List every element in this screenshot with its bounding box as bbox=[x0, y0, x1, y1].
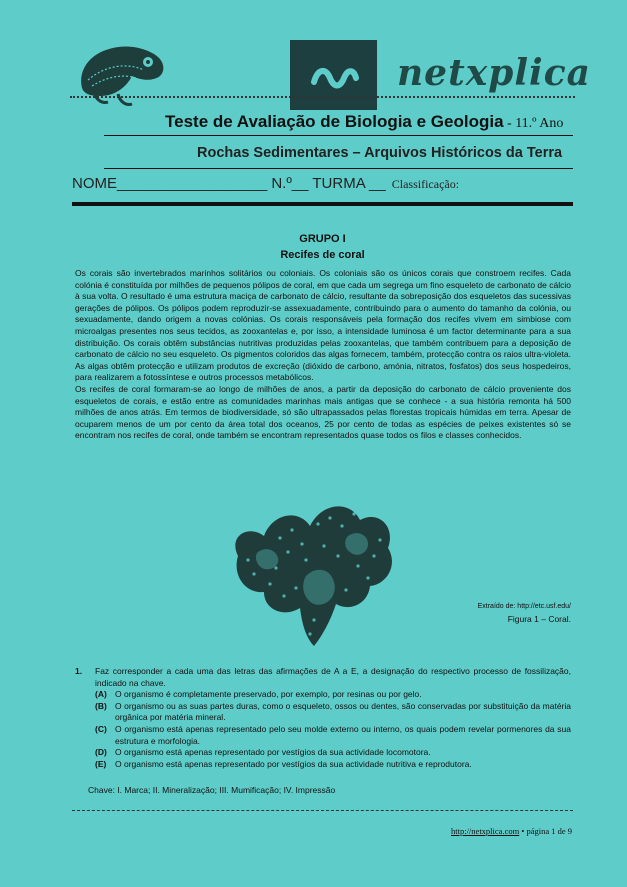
subtitle-rule bbox=[104, 168, 573, 169]
question-number: 1. bbox=[75, 666, 83, 676]
option-letter: (A) bbox=[95, 689, 107, 700]
page-footer bbox=[451, 826, 572, 836]
question-option bbox=[95, 701, 571, 724]
title-rule bbox=[104, 135, 573, 136]
brand-logo-text: netxplica bbox=[397, 52, 591, 94]
option-text: O organismo ou as suas partes duras, como o esqueleto, ossos ou dentes, são conservadas por substituição da matéria orgânica por matéria mineral. bbox=[115, 700, 571, 723]
paragraph: Os corais são invertebrados marinhos solitários ou coloniais. Os coloniais são os únicos corais que constroem recifes. Cada colónia é constituída por milhões de pequenos pólipos de coral, em que cada um segrega um fino esqueleto de carbonato de cálcio à sua volta. O resultado é uma estrutura maciça de carbonato de cálcio, resultante da sobreposição dos esqueletos das sucessivas gerações de pólipos. Os pólipos podem reproduzir-se assexuadamente, contribuindo para o aumento do tamanho da colónia, ou sexuadamente, dando origem a novas colónias. Os corais responsáveis pela formação dos recifes vivem em simbiose com microalgas presentes nos seus tecidos, as zooxantelas e, por isso, a intensidade luminosa é um factor determinante para a sua distribuição. Os corais obtêm substâncias nutritivas produzidas pelas zooxantelas, que também contribuem para a deposição de carbonato de cálcio no seu esqueleto. Os pigmentos coloridos das algas fornecem, também, protecção contra os raios ultra-violeta. As algas obtêm protecção e utilizam produtos de excreção (dióxido de carbono, amónia, nitratos, fosfatos) dos seus hospedeiros, para realizarem a fotossíntese e outros processos metabólicos. bbox=[75, 268, 571, 383]
question-option bbox=[95, 689, 571, 701]
paragraph: Os recifes de coral formaram-se ao longo de milhões de anos, a partir da deposição do carbonato de cálcio proveniente dos esqueletos de corais, e estão entre as comunidades marinhas mais antigas que se conhece - a sua história remonta há 500 milhões de anos atrás. Em termos de biodiversidade, só são ultrapassados pelas florestas tropicais húmidas em terra. Apesar de ocuparem menos de um por cento da área total dos oceanos, 25 por cento de todas as espécies de peixes existentes só se encontram nos recifes de coral, onde também se encontram representados quase todos os filos e classes conhecidos. bbox=[75, 383, 571, 441]
classification-label: Classificação: bbox=[391, 177, 460, 191]
title-year: 11.º Ano bbox=[515, 116, 564, 131]
title-separator: - bbox=[503, 116, 516, 131]
body-text bbox=[75, 268, 571, 442]
option-letter: (E) bbox=[95, 758, 107, 769]
logo-wave-icon bbox=[290, 40, 377, 110]
header-thick-rule bbox=[72, 202, 573, 206]
option-text: O organismo está apenas representado por vestígios da sua actividade locomotora. bbox=[115, 747, 431, 758]
option-letter: (D) bbox=[95, 747, 107, 758]
figure-caption: Figura 1 – Coral. bbox=[507, 614, 571, 624]
option-text: O organismo está apenas representado por vestígios da sua actividade nutritiva e reprodutora. bbox=[115, 758, 472, 769]
question-1 bbox=[75, 666, 571, 770]
coral-illustration bbox=[218, 496, 400, 658]
question-option bbox=[95, 724, 571, 747]
option-text: O organismo é completamente preservado, por exemplo, por resinas ou por gelo. bbox=[115, 689, 422, 700]
group-heading: Recifes de coral bbox=[280, 249, 365, 261]
option-letter: (B) bbox=[95, 700, 107, 711]
page-title bbox=[165, 112, 563, 132]
answer-key: Chave: I. Marca; II. Mineralização; III. Mumificação; IV. Impressão bbox=[88, 785, 336, 795]
question-stem: Faz corresponder a cada uma das letras das afirmações de A a E, a designação do respectivo processo de fossilização, indicado na chave. bbox=[95, 666, 571, 688]
figure-credit: Extraído de: http://etc.usf.edu/ bbox=[477, 603, 571, 610]
title-text: Teste de Avaliação de Biologia e Geologia bbox=[165, 112, 504, 131]
page-subtitle: Rochas Sedimentares – Arquivos Históricos da Terra bbox=[197, 145, 563, 161]
question-option bbox=[95, 759, 571, 771]
footer-link[interactable]: http://netxplica.com bbox=[450, 826, 520, 836]
option-text: O organismo está apenas representado pelo seu molde externo ou interno, os quais podem revelar pormenores da sua estrutura e morfologia. bbox=[115, 723, 571, 746]
group-label: GRUPO I bbox=[299, 233, 346, 245]
student-info-line bbox=[72, 175, 459, 192]
page-number: • página 1 de 9 bbox=[519, 826, 572, 836]
footer-dotted-line bbox=[72, 810, 573, 811]
name-label: NOME__________________ N.º__ TURMA __ bbox=[72, 175, 386, 192]
header-dotted-line bbox=[70, 96, 575, 98]
option-letter: (C) bbox=[95, 723, 107, 734]
question-option bbox=[95, 747, 571, 759]
logo-mark bbox=[290, 40, 377, 110]
